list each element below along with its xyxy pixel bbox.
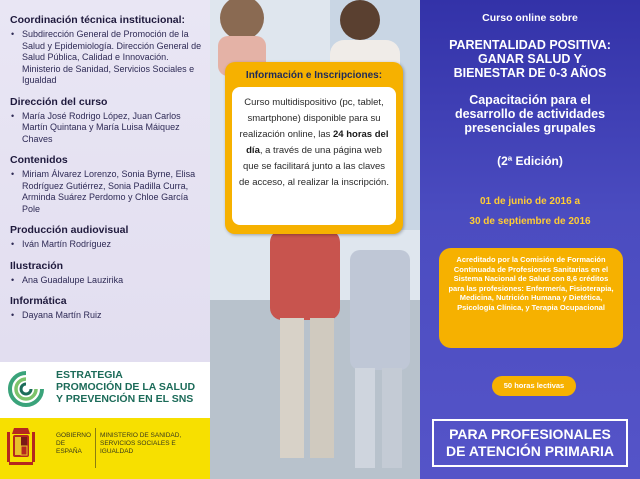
course-label: Curso online sobre: [482, 12, 578, 24]
subtitle-line: desarrollo de actividades: [454, 107, 606, 121]
hours-badge: 50 horas lectivas: [492, 376, 576, 396]
accreditation-box: [439, 248, 623, 348]
strategy-logo-block: [4, 365, 204, 415]
list-item: • Subdirección General de Promoción de la Salud y Epidemiología. Dirección General de Salud Pública, Calidad e Innovación. Ministerio de Sanidad, Servicios Sociales e Igualdad: [10, 29, 204, 87]
accreditation-text: Acreditado por la Comisión de Formación Continuada de Profesiones Sanitarias en el Sistema Nacional de Salud con 8,6 créditos para las profesiones: Enfermería, Fisioterapia, Medicina, Nutrición Humana y Dietética, Psicología Clínica, y Terapia Ocupacional: [448, 255, 614, 312]
credits-section: [10, 295, 204, 322]
strategy-line: PROMOCIÓN DE LA SALUD: [56, 381, 196, 393]
section-title: Ilustración: [10, 259, 64, 272]
credits-block: [0, 0, 210, 362]
info-content: [232, 87, 396, 225]
strategy-line: Y PREVENCIÓN EN EL SNS: [56, 393, 194, 405]
info-text-part: , a través de una página web que se facilitará junto a las claves de acceso, al realizar la inscripción.: [239, 145, 389, 188]
course-subtitle: [420, 93, 640, 135]
subtitle-line: presenciales grupales: [464, 121, 596, 135]
section-title: Contenidos: [10, 154, 68, 166]
government-banner: [0, 418, 210, 479]
info-text-bold: 24 horas del día: [246, 129, 389, 156]
list-item: • Ana Guadalupe Lauzirika: [10, 275, 204, 287]
date-start: 01 de junio de 2016 a: [479, 196, 581, 207]
edition-label: (2ª Edición): [497, 154, 563, 168]
title-line: GANAR SALUD Y: [478, 52, 582, 66]
strategy-line: ESTRATEGIA: [56, 369, 123, 381]
credits-section: [10, 154, 204, 215]
coat-of-arms-icon: [6, 424, 36, 472]
ministry-label: MINISTERIO DE SANIDAD, SERVICIOS SOCIALES E IGUALDAD: [100, 432, 182, 455]
credits-section: [10, 96, 204, 146]
audience-line: DE ATENCIÓN PRIMARIA: [446, 443, 614, 459]
list-item: • Iván Martín Rodríguez: [10, 239, 204, 251]
info-title: Información e Inscripciones:: [245, 70, 383, 81]
course-dates: [420, 192, 640, 232]
list-item: • María José Rodrigo López, Juan Carlos Martín Quintana y María Luisa Máiquez Chaves: [10, 111, 204, 146]
credits-section: [10, 260, 204, 287]
strategy-logo-text: [56, 369, 195, 405]
info-text: [237, 95, 391, 191]
credits-section: [10, 14, 204, 87]
strategy-swirl-icon: [6, 369, 46, 409]
date-end: 30 de septiembre de 2016: [469, 216, 591, 227]
section-title: Informática: [10, 295, 67, 307]
section-title: Coordinación técnica institucional:: [10, 14, 186, 26]
subtitle-line: Capacitación para el: [469, 93, 591, 107]
info-text-part: Curso multidispositivo (pc, tablet, smartphone) disponible para su realización online, las: [239, 97, 384, 140]
course-title: [420, 38, 640, 80]
left-panel: [0, 0, 210, 479]
audience-line: PARA PROFESIONALES: [449, 426, 611, 442]
info-box: [225, 62, 403, 234]
section-title: Producción audiovisual: [10, 224, 129, 236]
audience-box: [432, 419, 628, 467]
title-line: BIENESTAR DE 0-3 AÑOS: [453, 66, 607, 80]
title-line: PARENTALIDAD POSITIVA:: [449, 38, 611, 52]
list-item: • Dayana Martín Ruiz: [10, 310, 204, 322]
photo-panel: [210, 0, 420, 479]
credits-section: [10, 224, 204, 251]
divider: [95, 428, 96, 468]
cover-panel: [420, 0, 640, 479]
government-label: GOBIERNO DE ESPAÑA: [56, 432, 92, 455]
list-item: • Miriam Álvarez Lorenzo, Sonia Byrne, Elisa Rodríguez Gutiérrez, Sonia Padilla Curra, Arminda Suárez Perdomo y Chloe García Pole: [10, 169, 204, 215]
section-title: Dirección del curso: [10, 95, 108, 108]
